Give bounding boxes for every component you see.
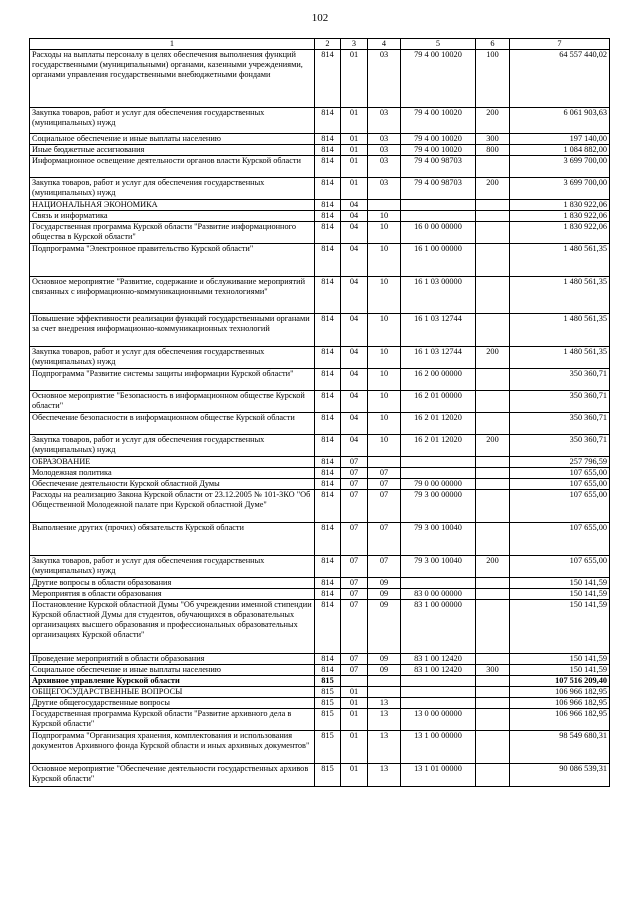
header-cell: 5	[401, 39, 476, 50]
pr-cell: 13	[368, 698, 401, 709]
gr-cell: 815	[315, 731, 341, 764]
gr-cell: 814	[315, 391, 341, 413]
gr-cell: 815	[315, 764, 341, 787]
sum-cell: 150 141,59	[510, 665, 610, 676]
table-row	[30, 665, 610, 676]
rz-cell: 07	[341, 589, 368, 600]
csr-cell: 83 1 00 00000	[401, 600, 476, 654]
rz-cell: 07	[341, 578, 368, 589]
csr-cell	[401, 200, 476, 211]
gr-cell: 814	[315, 479, 341, 490]
csr-cell: 13 1 00 00000	[401, 731, 476, 764]
gr-cell: 814	[315, 556, 341, 578]
name-cell: Социальное обеспечение и иные выплаты населению	[30, 665, 315, 676]
rz-cell: 04	[341, 200, 368, 211]
vr-cell	[476, 731, 510, 764]
name-cell: Повышение эффективности реализации функций государственными органами за счет внедрения информационно-коммуникационных технологий	[30, 314, 315, 347]
sum-cell: 107 655,00	[510, 468, 610, 479]
rz-cell: 04	[341, 277, 368, 314]
csr-cell: 16 1 00 00000	[401, 244, 476, 277]
pr-cell: 10	[368, 314, 401, 347]
rz-cell: 01	[341, 50, 368, 108]
vr-cell	[476, 314, 510, 347]
name-cell: Связь и информатика	[30, 211, 315, 222]
table-row	[30, 435, 610, 457]
header-cell: 6	[476, 39, 510, 50]
gr-cell: 814	[315, 665, 341, 676]
csr-cell: 13 1 01 00000	[401, 764, 476, 787]
name-cell: Иные бюджетные ассигнования	[30, 145, 315, 156]
name-cell: Государственная программа Курской области "Развитие архивного дела в Курской области"	[30, 709, 315, 731]
pr-cell: 10	[368, 277, 401, 314]
gr-cell: 814	[315, 600, 341, 654]
sum-cell: 6 061 903,63	[510, 108, 610, 134]
table-row	[30, 200, 610, 211]
name-cell: Информационное освещение деятельности органов власти Курской области	[30, 156, 315, 178]
pr-cell: 10	[368, 222, 401, 244]
sum-cell: 1 480 561,35	[510, 277, 610, 314]
vr-cell	[476, 457, 510, 468]
table-row	[30, 479, 610, 490]
vr-cell	[476, 676, 510, 687]
table-row	[30, 145, 610, 156]
rz-cell: 01	[341, 731, 368, 764]
table-row	[30, 556, 610, 578]
csr-cell: 83 0 00 00000	[401, 589, 476, 600]
sum-cell: 1 480 561,35	[510, 244, 610, 277]
header-cell: 4	[368, 39, 401, 50]
table-row	[30, 413, 610, 435]
name-cell: НАЦИОНАЛЬНАЯ ЭКОНОМИКА	[30, 200, 315, 211]
table-row	[30, 578, 610, 589]
name-cell: Подпрограмма "Развитие системы защиты информации Курской области"	[30, 369, 315, 391]
sum-cell: 98 549 680,31	[510, 731, 610, 764]
rz-cell: 04	[341, 314, 368, 347]
table-row	[30, 589, 610, 600]
gr-cell: 815	[315, 676, 341, 687]
vr-cell: 200	[476, 556, 510, 578]
sum-cell: 150 141,59	[510, 589, 610, 600]
vr-cell	[476, 490, 510, 523]
vr-cell	[476, 244, 510, 277]
name-cell: Выполнение других (прочих) обязательств Курской области	[30, 523, 315, 556]
gr-cell: 815	[315, 698, 341, 709]
csr-cell: 79 4 00 10020	[401, 108, 476, 134]
gr-cell: 814	[315, 457, 341, 468]
name-cell: Закупка товаров, работ и услуг для обеспечения государственных (муниципальных) нужд	[30, 435, 315, 457]
csr-cell	[401, 698, 476, 709]
vr-cell	[476, 391, 510, 413]
table-row	[30, 490, 610, 523]
name-cell: Основное мероприятие "Развитие, содержание и обслуживание мероприятий связанных с информационно-коммуникационными технологиями"	[30, 277, 315, 314]
vr-cell	[476, 156, 510, 178]
vr-cell	[476, 479, 510, 490]
gr-cell: 814	[315, 108, 341, 134]
rz-cell: 04	[341, 391, 368, 413]
sum-cell: 107 655,00	[510, 490, 610, 523]
vr-cell	[476, 523, 510, 556]
gr-cell: 814	[315, 347, 341, 369]
vr-cell: 300	[476, 665, 510, 676]
sum-cell: 350 360,71	[510, 413, 610, 435]
pr-cell: 03	[368, 108, 401, 134]
table-row	[30, 108, 610, 134]
budget-table	[29, 38, 610, 787]
vr-cell: 300	[476, 134, 510, 145]
table-row	[30, 391, 610, 413]
rz-cell: 07	[341, 556, 368, 578]
gr-cell: 814	[315, 134, 341, 145]
pr-cell: 03	[368, 50, 401, 108]
rz-cell: 07	[341, 490, 368, 523]
csr-cell: 79 4 00 10020	[401, 145, 476, 156]
csr-cell: 79 0 00 00000	[401, 479, 476, 490]
name-cell: ОБЩЕГОСУДАРСТВЕННЫЕ ВОПРОСЫ	[30, 687, 315, 698]
vr-cell	[476, 709, 510, 731]
sum-cell: 107 655,00	[510, 479, 610, 490]
pr-cell: 10	[368, 211, 401, 222]
vr-cell	[476, 578, 510, 589]
vr-cell: 200	[476, 108, 510, 134]
table-row	[30, 222, 610, 244]
name-cell: Архивное управление Курской области	[30, 676, 315, 687]
sum-cell: 1 830 922,06	[510, 211, 610, 222]
rz-cell: 07	[341, 654, 368, 665]
name-cell: Подпрограмма "Электронное правительство Курской области"	[30, 244, 315, 277]
sum-cell: 107 655,00	[510, 523, 610, 556]
gr-cell: 814	[315, 435, 341, 457]
csr-cell	[401, 211, 476, 222]
vr-cell	[476, 468, 510, 479]
table-row	[30, 468, 610, 479]
table-row	[30, 347, 610, 369]
csr-cell: 83 1 00 12420	[401, 654, 476, 665]
pr-cell: 09	[368, 578, 401, 589]
sum-cell: 3 699 700,00	[510, 178, 610, 200]
gr-cell: 814	[315, 178, 341, 200]
csr-cell: 16 2 01 12020	[401, 413, 476, 435]
vr-cell: 200	[476, 435, 510, 457]
gr-cell: 814	[315, 490, 341, 523]
gr-cell: 814	[315, 156, 341, 178]
csr-cell: 79 4 00 10020	[401, 50, 476, 108]
table-row	[30, 523, 610, 556]
header-row	[30, 39, 610, 50]
rz-cell: 04	[341, 222, 368, 244]
sum-cell: 150 141,59	[510, 600, 610, 654]
pr-cell	[368, 457, 401, 468]
vr-cell	[476, 698, 510, 709]
sum-cell: 150 141,59	[510, 578, 610, 589]
rz-cell: 01	[341, 687, 368, 698]
pr-cell: 09	[368, 665, 401, 676]
rz-cell	[341, 676, 368, 687]
pr-cell: 09	[368, 600, 401, 654]
header-cell: 7	[510, 39, 610, 50]
rz-cell: 07	[341, 523, 368, 556]
sum-cell: 106 966 182,95	[510, 698, 610, 709]
pr-cell: 13	[368, 764, 401, 787]
pr-cell: 10	[368, 391, 401, 413]
sum-cell: 350 360,71	[510, 435, 610, 457]
sum-cell: 1 830 922,06	[510, 200, 610, 211]
sum-cell: 197 140,00	[510, 134, 610, 145]
csr-cell: 16 1 03 12744	[401, 314, 476, 347]
name-cell: ОБРАЗОВАНИЕ	[30, 457, 315, 468]
vr-cell	[476, 600, 510, 654]
rz-cell: 07	[341, 468, 368, 479]
table-row	[30, 211, 610, 222]
pr-cell: 10	[368, 435, 401, 457]
table-row	[30, 709, 610, 731]
table-row	[30, 687, 610, 698]
name-cell: Закупка товаров, работ и услуг для обеспечения государственных (муниципальных) нужд	[30, 178, 315, 200]
name-cell: Закупка товаров, работ и услуг для обеспечения государственных (муниципальных) нужд	[30, 556, 315, 578]
table-row	[30, 178, 610, 200]
sum-cell: 106 966 182,95	[510, 687, 610, 698]
csr-cell: 16 1 03 12744	[401, 347, 476, 369]
pr-cell: 10	[368, 347, 401, 369]
pr-cell: 03	[368, 178, 401, 200]
pr-cell: 10	[368, 369, 401, 391]
csr-cell	[401, 676, 476, 687]
vr-cell	[476, 200, 510, 211]
rz-cell: 07	[341, 457, 368, 468]
table-row	[30, 156, 610, 178]
vr-cell	[476, 369, 510, 391]
table-row	[30, 457, 610, 468]
table-row	[30, 654, 610, 665]
csr-cell: 16 2 00 00000	[401, 369, 476, 391]
rz-cell: 01	[341, 764, 368, 787]
vr-cell	[476, 589, 510, 600]
vr-cell: 200	[476, 347, 510, 369]
pr-cell: 03	[368, 145, 401, 156]
csr-cell: 79 4 00 10020	[401, 134, 476, 145]
pr-cell: 03	[368, 134, 401, 145]
sum-cell: 107 516 209,40	[510, 676, 610, 687]
rz-cell: 01	[341, 698, 368, 709]
gr-cell: 814	[315, 222, 341, 244]
vr-cell: 800	[476, 145, 510, 156]
rz-cell: 01	[341, 156, 368, 178]
pr-cell: 09	[368, 589, 401, 600]
csr-cell	[401, 578, 476, 589]
name-cell: Молодежная политика	[30, 468, 315, 479]
table-row	[30, 676, 610, 687]
vr-cell: 200	[476, 178, 510, 200]
sum-cell: 90 086 539,31	[510, 764, 610, 787]
csr-cell: 16 0 00 00000	[401, 222, 476, 244]
gr-cell: 815	[315, 687, 341, 698]
table-row	[30, 50, 610, 108]
gr-cell: 814	[315, 523, 341, 556]
pr-cell	[368, 687, 401, 698]
rz-cell: 04	[341, 347, 368, 369]
vr-cell	[476, 222, 510, 244]
rz-cell: 04	[341, 413, 368, 435]
header-cell: 2	[315, 39, 341, 50]
rz-cell: 01	[341, 178, 368, 200]
vr-cell	[476, 413, 510, 435]
gr-cell: 814	[315, 50, 341, 108]
gr-cell: 814	[315, 369, 341, 391]
pr-cell: 03	[368, 156, 401, 178]
gr-cell: 814	[315, 578, 341, 589]
sum-cell: 1 480 561,35	[510, 347, 610, 369]
pr-cell	[368, 200, 401, 211]
csr-cell: 79 4 00 98703	[401, 156, 476, 178]
vr-cell: 100	[476, 50, 510, 108]
rz-cell: 07	[341, 479, 368, 490]
name-cell: Другие вопросы в области образования	[30, 578, 315, 589]
rz-cell: 01	[341, 108, 368, 134]
pr-cell: 07	[368, 523, 401, 556]
vr-cell	[476, 277, 510, 314]
csr-cell	[401, 468, 476, 479]
gr-cell: 814	[315, 413, 341, 435]
rz-cell: 04	[341, 435, 368, 457]
pr-cell: 09	[368, 654, 401, 665]
gr-cell: 814	[315, 277, 341, 314]
csr-cell	[401, 457, 476, 468]
name-cell: Закупка товаров, работ и услуг для обеспечения государственных (муниципальных) нужд	[30, 108, 315, 134]
name-cell: Мероприятия в области образования	[30, 589, 315, 600]
gr-cell: 814	[315, 589, 341, 600]
table-row	[30, 764, 610, 787]
csr-cell	[401, 687, 476, 698]
table-row	[30, 244, 610, 277]
sum-cell: 1 830 922,06	[510, 222, 610, 244]
header-cell: 1	[30, 39, 315, 50]
vr-cell	[476, 764, 510, 787]
name-cell: Проведение мероприятий в области образования	[30, 654, 315, 665]
name-cell: Обеспечение безопасности в информационном обществе Курской области	[30, 413, 315, 435]
table-row	[30, 698, 610, 709]
rz-cell: 07	[341, 600, 368, 654]
csr-cell: 16 1 03 00000	[401, 277, 476, 314]
pr-cell: 07	[368, 490, 401, 523]
csr-cell: 79 4 00 98703	[401, 178, 476, 200]
pr-cell: 10	[368, 244, 401, 277]
rz-cell: 07	[341, 665, 368, 676]
gr-cell: 814	[315, 145, 341, 156]
gr-cell: 814	[315, 211, 341, 222]
table-row	[30, 134, 610, 145]
sum-cell: 106 966 182,95	[510, 709, 610, 731]
rz-cell: 01	[341, 145, 368, 156]
name-cell: Обеспечение деятельности Курской областной Думы	[30, 479, 315, 490]
rz-cell: 04	[341, 211, 368, 222]
pr-cell: 10	[368, 413, 401, 435]
header-cell: 3	[341, 39, 368, 50]
rz-cell: 01	[341, 134, 368, 145]
csr-cell: 13 0 00 00000	[401, 709, 476, 731]
csr-cell: 79 3 00 10040	[401, 523, 476, 556]
name-cell: Государственная программа Курской области "Развитие информационного общества в Курской области"	[30, 222, 315, 244]
name-cell: Социальное обеспечение и иные выплаты населению	[30, 134, 315, 145]
name-cell: Постановление Курской областной Думы "Об учреждении именной стипендии Курской областной Думы для студентов, обучающихся в образовательных организациях высшего образования и профессиональных образовательных организациях Курской области"	[30, 600, 315, 654]
gr-cell: 815	[315, 709, 341, 731]
gr-cell: 814	[315, 654, 341, 665]
pr-cell: 07	[368, 479, 401, 490]
page-number: 102	[311, 12, 329, 24]
sum-cell: 350 360,71	[510, 391, 610, 413]
sum-cell: 3 699 700,00	[510, 156, 610, 178]
sum-cell: 350 360,71	[510, 369, 610, 391]
rz-cell: 01	[341, 709, 368, 731]
csr-cell: 79 3 00 10040	[401, 556, 476, 578]
sum-cell: 1 084 882,00	[510, 145, 610, 156]
vr-cell	[476, 654, 510, 665]
table-row	[30, 314, 610, 347]
csr-cell: 83 1 00 12420	[401, 665, 476, 676]
rz-cell: 04	[341, 244, 368, 277]
name-cell: Подпрограмма "Организация хранения, комплектования и использования документов Архивного фонда Курской области и иных архивных документов"	[30, 731, 315, 764]
vr-cell	[476, 687, 510, 698]
table-row	[30, 369, 610, 391]
pr-cell: 13	[368, 731, 401, 764]
table-row	[30, 731, 610, 764]
pr-cell: 07	[368, 468, 401, 479]
name-cell: Закупка товаров, работ и услуг для обеспечения государственных (муниципальных) нужд	[30, 347, 315, 369]
gr-cell: 814	[315, 244, 341, 277]
pr-cell: 13	[368, 709, 401, 731]
pr-cell	[368, 676, 401, 687]
gr-cell: 814	[315, 468, 341, 479]
csr-cell: 79 3 00 00000	[401, 490, 476, 523]
table-row	[30, 600, 610, 654]
pr-cell: 07	[368, 556, 401, 578]
gr-cell: 814	[315, 314, 341, 347]
rz-cell: 04	[341, 369, 368, 391]
sum-cell: 1 480 561,35	[510, 314, 610, 347]
sum-cell: 107 655,00	[510, 556, 610, 578]
vr-cell	[476, 211, 510, 222]
sum-cell: 257 796,59	[510, 457, 610, 468]
table-row	[30, 277, 610, 314]
csr-cell: 16 2 01 12020	[401, 435, 476, 457]
sum-cell: 150 141,59	[510, 654, 610, 665]
csr-cell: 16 2 01 00000	[401, 391, 476, 413]
name-cell: Другие общегосударственные вопросы	[30, 698, 315, 709]
name-cell: Основное мероприятие "Обеспечение деятельности государственных архивов Курской области"	[30, 764, 315, 787]
gr-cell: 814	[315, 200, 341, 211]
name-cell: Основное мероприятие "Безопасность в информационном обществе Курской области"	[30, 391, 315, 413]
sum-cell: 64 557 440,02	[510, 50, 610, 108]
name-cell: Расходы на выплаты персоналу в целях обеспечения выполнения функций государственными (муниципальными) органами, казенными учреждениями, органами управления государственными внебюджетными фондами	[30, 50, 315, 108]
name-cell: Расходы на реализацию Закона Курской области от 23.12.2005 № 101-ЗКО "Об Общественной Молодежной палате при Курской областной Думе"	[30, 490, 315, 523]
